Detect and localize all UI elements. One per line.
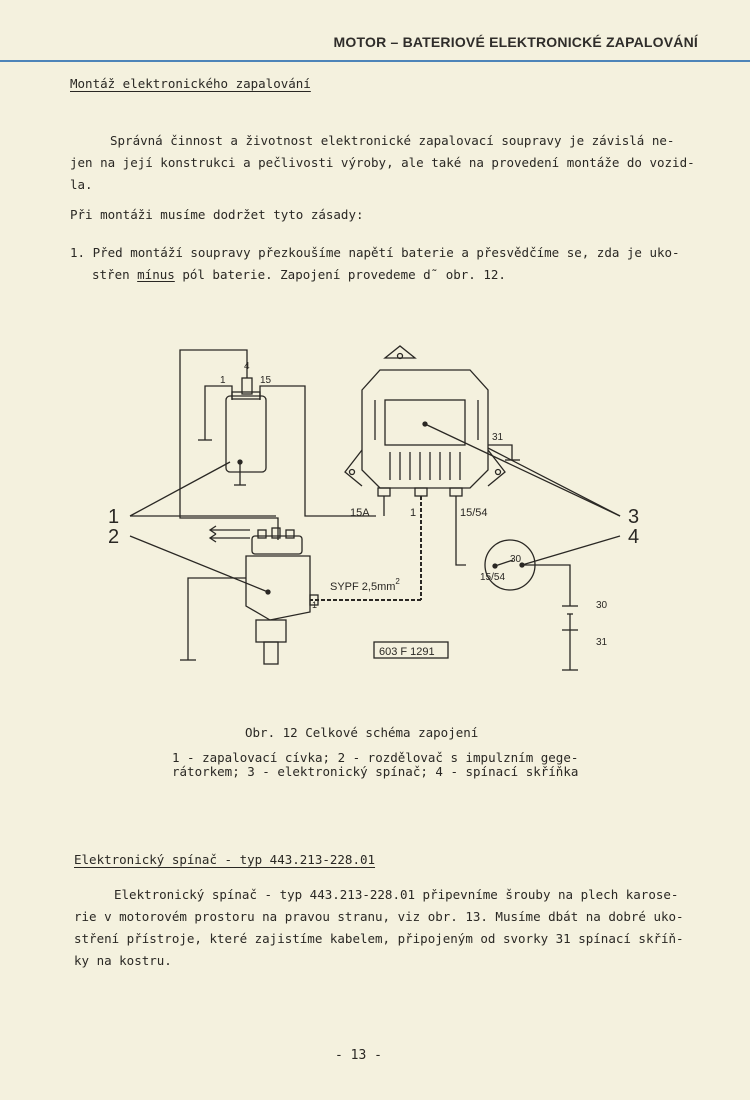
header-title: MOTOR – BATERIOVÉ ELEKTRONICKÉ ZAPALOVÁNÍ xyxy=(333,34,698,50)
intro-line: jen na její konstrukci a pečlivosti výroby, ale také na provedení montáže do vozid- xyxy=(70,155,695,170)
spinac-paragraph xyxy=(74,884,684,972)
intro-paragraph xyxy=(70,130,695,196)
wire-label-15-54: 15/54 xyxy=(460,507,488,519)
ignition-switch-terminal-15-54: 15/54 xyxy=(480,572,506,583)
switch-ground-wire xyxy=(488,445,520,460)
coil-terminal-15: 15 xyxy=(260,375,272,386)
coil-terminal-4: 4 xyxy=(244,361,250,372)
rule-item-1-line1: 1. Před montáží soupravy přezkoušíme napětí baterie a přesvědčíme se, zda je uko- xyxy=(70,245,680,260)
section-heading-montaz: Montáž elektronického zapalování xyxy=(70,76,311,91)
page-number: - 13 - xyxy=(335,1048,382,1063)
switch-terminal-31: 31 xyxy=(492,432,504,443)
distributor xyxy=(246,528,318,664)
callout-2: 2 xyxy=(108,526,120,548)
figure-legend-line1: 1 - zapalovací cívka; 2 - rozdělovač s impulzním gege- xyxy=(172,750,579,765)
drawing-number: 603 F 1291 xyxy=(379,646,435,658)
spinac-line: Elektronický spínač - typ 443.213-228.01 připevníme šrouby na plech karose- xyxy=(114,887,679,902)
callout-1: 1 xyxy=(108,506,120,528)
wire-label-15a: 15A xyxy=(350,507,370,519)
callout-3: 3 xyxy=(628,506,640,528)
rule-item-1-emphasis: mínus xyxy=(137,267,175,282)
cable-label: SYPF $2,5mm^2$ xyxy=(330,577,400,593)
rule-item-1-line2 xyxy=(70,264,680,286)
figure-legend-line2: rátorkem; 3 - elektronický spínač; 4 - spínací skříňka xyxy=(172,764,579,779)
rules-intro xyxy=(70,204,364,226)
figure-title: Obr. 12 Celkové schéma zapojení xyxy=(245,725,479,740)
rule-item-1-post: pól baterie. Zapojení provedeme d˜ obr. 12. xyxy=(174,267,506,282)
callout-4: 4 xyxy=(628,526,640,548)
coil-terminal-1: 1 xyxy=(220,375,226,386)
page-header xyxy=(0,30,750,62)
rule-item-1 xyxy=(70,242,680,286)
callout-lines xyxy=(130,424,620,592)
section-heading-spinac: Elektronický spínač - typ 443.213-228.01 xyxy=(74,852,376,867)
ignition-switch-terminal-30: 30 xyxy=(510,554,522,565)
intro-line: la. xyxy=(70,177,93,192)
wiring-diagram xyxy=(100,340,660,680)
wire-label-1: 1 xyxy=(410,507,417,519)
distributor-terminal-1: 1 xyxy=(312,600,318,610)
battery-terminal-30: 30 xyxy=(596,600,608,611)
coil-wires xyxy=(180,350,376,540)
electronic-switch xyxy=(345,346,505,496)
battery-terminal-31: 31 xyxy=(596,637,608,648)
intro-line: Správná činnost a životnost elektronické zapalovací soupravy je závislá ne- xyxy=(110,133,675,148)
rule-item-1-pre: střen xyxy=(92,267,138,282)
distributor-leads xyxy=(180,526,250,660)
spinac-line: stření přístroje, které zajistíme kabelem, připojeným od svorky 31 spínací skříň- xyxy=(74,931,684,946)
spinac-line: ky na kostru. xyxy=(74,953,172,968)
rules-intro-text: Při montáži musíme dodržet tyto zásady: xyxy=(70,207,364,222)
battery xyxy=(522,565,578,670)
spinac-line: rie v motorovém prostoru na pravou stranu, viz obr. 13. Musíme dbát na dobré uko- xyxy=(74,909,684,924)
